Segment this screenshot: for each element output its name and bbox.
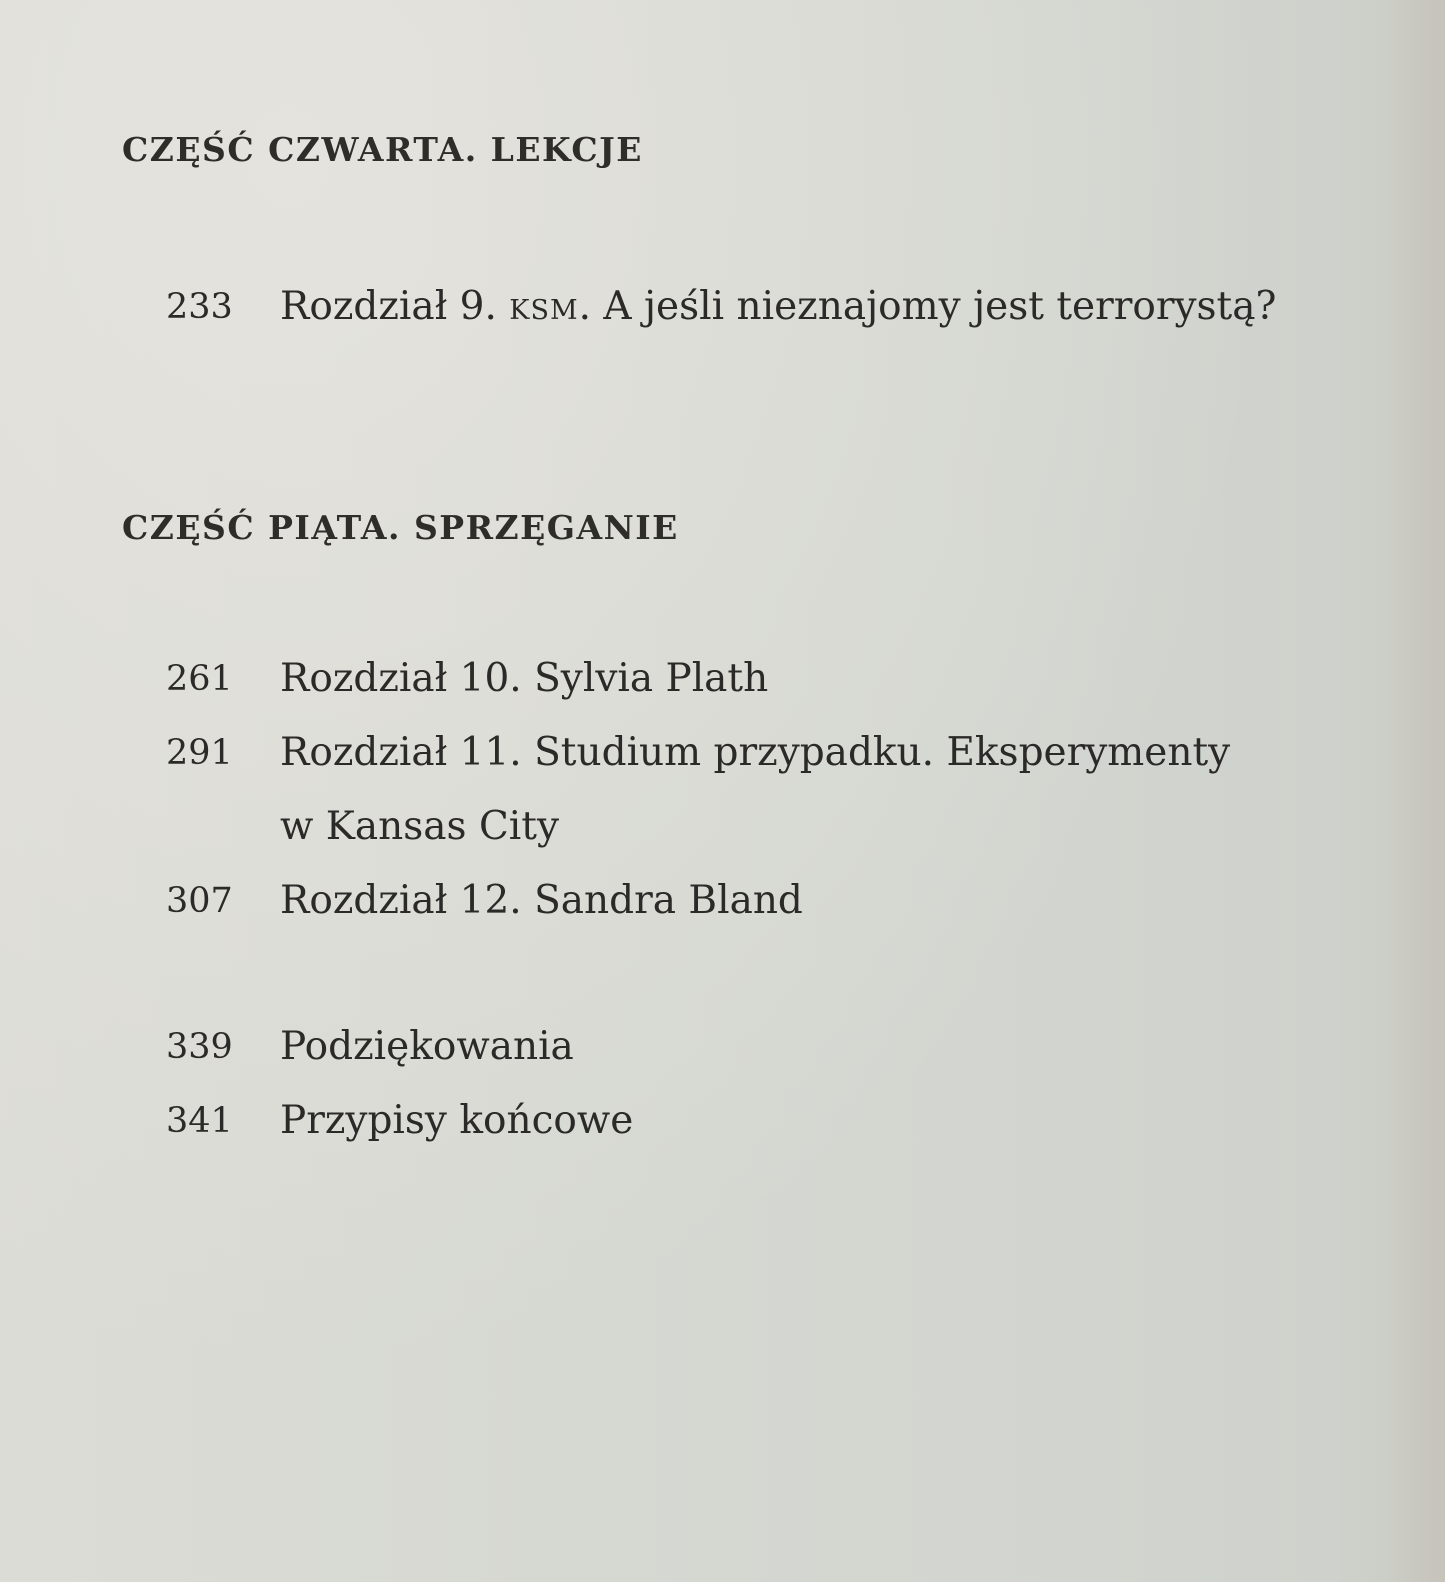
toc-entry-chapter-10	[166, 642, 768, 716]
chapter-title-suffix: . A jeśli nieznajomy jest terrorystą?	[578, 284, 1277, 329]
page-number: 291	[166, 733, 233, 773]
toc-entry-acknowledgements	[166, 1010, 574, 1084]
chapter-title	[280, 716, 1230, 864]
chapter-title-smallcaps: KSM	[509, 295, 579, 326]
part-four-heading: CZĘŚĆ CZWARTA. LEKCJE	[122, 130, 643, 169]
chapter-title-line-1: Rozdział 11. Studium przypadku. Eksperymenty	[280, 730, 1231, 775]
section-title: Podziękowania	[280, 1024, 574, 1069]
toc-entry-endnotes	[166, 1084, 633, 1158]
part-five-heading: CZĘŚĆ PIĄTA. SPRZĘGANIE	[122, 508, 679, 547]
chapter-title: Rozdział 10. Sylvia Plath	[280, 656, 769, 701]
page-number: 307	[166, 881, 233, 921]
chapter-title: Rozdział 12. Sandra Bland	[280, 878, 803, 923]
toc-entry-chapter-9	[166, 270, 1276, 348]
page-number: 341	[166, 1101, 233, 1141]
page-number: 233	[166, 287, 233, 327]
chapter-title	[280, 270, 1276, 348]
page-number: 339	[166, 1027, 233, 1067]
chapter-title-prefix: Rozdział 9.	[280, 284, 510, 329]
page-number: 261	[166, 659, 233, 699]
toc-entry-chapter-12	[166, 864, 803, 938]
toc-entry-chapter-11	[166, 716, 1230, 864]
chapter-title-line-2: w Kansas City	[280, 804, 559, 849]
section-title: Przypisy końcowe	[280, 1098, 634, 1143]
